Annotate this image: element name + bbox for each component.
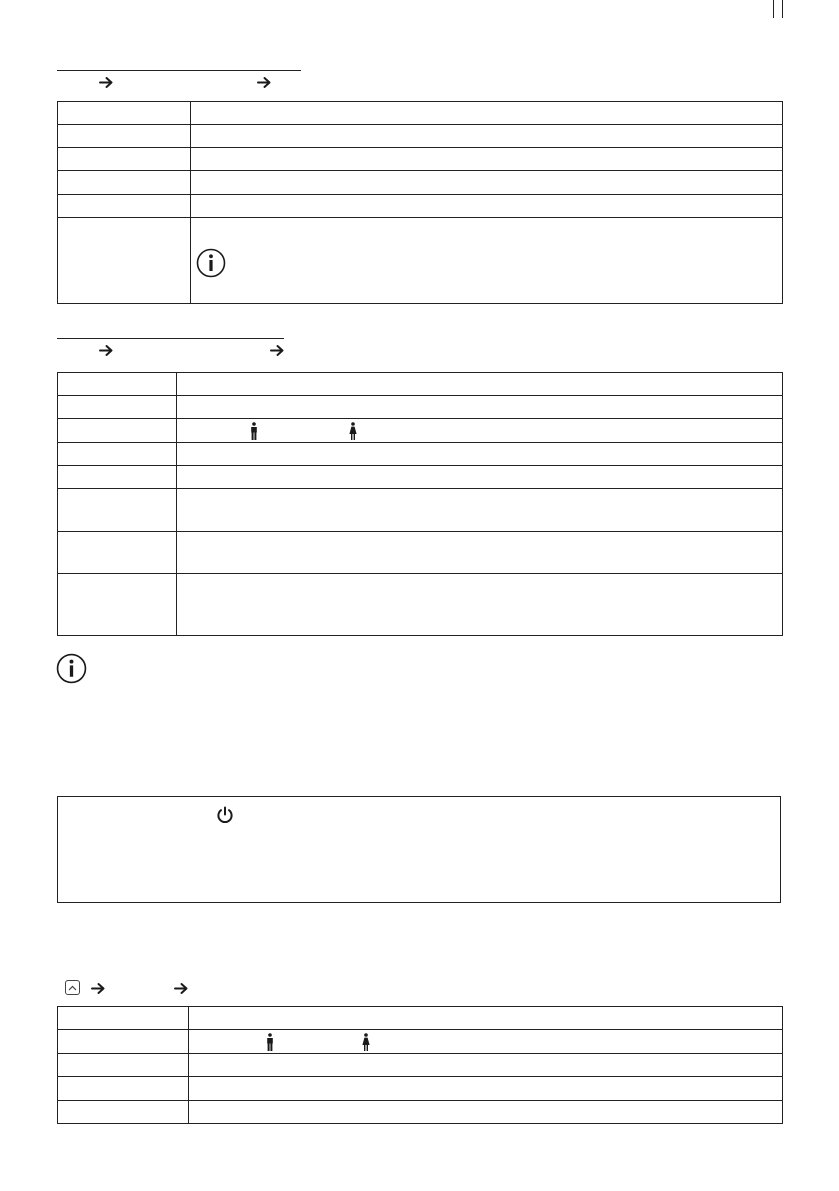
row-label	[58, 171, 191, 195]
row-value	[177, 443, 783, 466]
row-value-figures	[177, 419, 783, 443]
right-arrow-icon	[174, 982, 189, 995]
male-figure-icon	[249, 422, 259, 441]
right-arrow-icon	[257, 76, 272, 89]
row-label	[58, 195, 191, 218]
row-value	[191, 125, 783, 148]
row-value	[189, 1077, 783, 1101]
section3-heading	[63, 979, 203, 1001]
row-label	[58, 443, 177, 466]
table-row	[58, 1007, 783, 1030]
row-label	[58, 1054, 189, 1077]
right-arrow-icon	[270, 344, 285, 357]
crop-mark-left	[773, 0, 774, 18]
row-label	[58, 148, 191, 171]
row-value	[177, 373, 783, 396]
row-label	[58, 1101, 189, 1124]
section2-heading	[57, 338, 284, 360]
table-row	[58, 443, 783, 466]
row-value	[191, 148, 783, 171]
row-label	[58, 373, 177, 396]
table-row	[58, 148, 783, 171]
row-label	[58, 1077, 189, 1101]
table-row	[58, 1077, 783, 1101]
info-icon	[196, 248, 226, 278]
row-label	[58, 574, 177, 636]
row-label	[58, 1007, 189, 1030]
row-label	[58, 125, 191, 148]
table-row	[58, 1054, 783, 1077]
row-label	[58, 102, 191, 125]
row-value	[189, 1054, 783, 1077]
row-value	[191, 195, 783, 218]
table-row	[58, 373, 783, 396]
row-value	[177, 532, 783, 574]
row-value	[191, 171, 783, 195]
row-value-with-note	[191, 218, 783, 304]
row-value-figures	[189, 1030, 783, 1054]
crop-mark-right	[782, 0, 783, 18]
table-row	[58, 195, 783, 218]
row-label	[58, 218, 191, 304]
row-label	[58, 489, 177, 532]
table-row	[58, 396, 783, 419]
info-icon	[56, 653, 87, 684]
right-arrow-icon	[91, 982, 106, 995]
table-row	[58, 466, 783, 489]
section1-table	[57, 101, 783, 304]
row-value	[189, 1101, 783, 1124]
table-row	[58, 1101, 783, 1124]
section3-table	[57, 1006, 783, 1124]
section1-heading	[57, 70, 301, 92]
row-value	[177, 574, 783, 636]
row-value	[191, 102, 783, 125]
table-row	[58, 218, 783, 304]
row-label	[58, 466, 177, 489]
right-arrow-icon	[99, 344, 114, 357]
row-value	[177, 466, 783, 489]
section1-heading-rule	[57, 70, 301, 71]
power-notice-box	[57, 796, 781, 903]
table-row	[58, 171, 783, 195]
row-label	[58, 532, 177, 574]
row-value	[177, 489, 783, 532]
row-label	[58, 419, 177, 443]
table-row	[58, 1030, 783, 1054]
row-value	[177, 396, 783, 419]
table-row	[58, 125, 783, 148]
section2-heading-rule	[57, 338, 284, 339]
table-row	[58, 102, 783, 125]
female-figure-icon	[348, 422, 358, 441]
row-value	[189, 1007, 783, 1030]
table-row	[58, 574, 783, 636]
section2-table	[57, 372, 783, 636]
female-figure-icon	[361, 1033, 371, 1052]
right-arrow-icon	[99, 76, 114, 89]
note	[56, 653, 87, 684]
table-row	[58, 419, 783, 443]
table-row	[58, 532, 783, 574]
row-label	[58, 396, 177, 419]
male-figure-icon	[265, 1033, 275, 1052]
table-row	[58, 489, 783, 532]
up-key-icon	[65, 980, 80, 995]
row-label	[58, 1030, 189, 1054]
power-icon	[216, 806, 234, 824]
